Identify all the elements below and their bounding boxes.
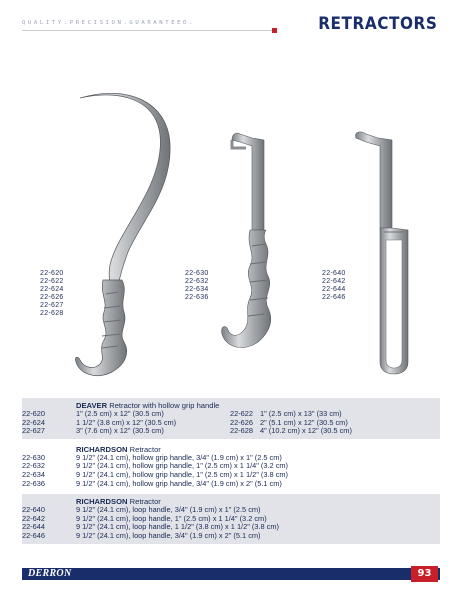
page-number: 93 <box>411 566 438 582</box>
catalog-code: 22-620 <box>22 409 46 418</box>
catalog-numbers-deaver <box>40 270 64 318</box>
size-description: 9 1/2" (24.1 cm), hollow grip handle, 3/4" (1.9 cm) x 2" (5.1 cm) <box>76 478 282 488</box>
catalog-code: 22-642 <box>22 513 46 523</box>
catalog-number: 22-624 <box>40 286 64 293</box>
catalog-number: 22-627 <box>40 302 64 309</box>
catalog-numbers-richardson-grip <box>185 270 209 302</box>
product-subtitle: Retractor with hollow grip handle <box>109 401 220 410</box>
catalog-number: 22-642 <box>322 278 346 285</box>
table-row <box>22 427 440 436</box>
product-subtitle: Retractor <box>129 444 161 454</box>
catalog-numbers-richardson-loop <box>322 270 346 302</box>
footer-bar <box>22 568 440 580</box>
catalog-code: 22-628 <box>230 426 254 436</box>
size-description: 1 1/2" (3.8 cm) x 12" (30.5 cm) <box>76 417 177 427</box>
catalog-number: 22-644 <box>322 286 346 293</box>
richardson-grip-retractor-image <box>222 133 271 347</box>
product-name: DEAVER <box>76 401 108 410</box>
catalog-number: 22-646 <box>322 294 346 301</box>
size-description: 9 1/2" (24.1 cm), loop handle, 1 1/2" (3.8 cm) x 1 1/2" (3.8 cm) <box>76 522 279 532</box>
catalog-code: 22-630 <box>22 452 46 462</box>
catalog-code: 22-624 <box>22 417 46 427</box>
size-description: 9 1/2" (24.1 cm), hollow grip handle, 1" (2.5 cm) x 1 1/2" (3.8 cm) <box>76 469 289 479</box>
catalog-code: 22-622 <box>230 409 254 418</box>
catalog-number: 22-622 <box>40 278 64 285</box>
table-row <box>22 480 440 489</box>
spec-section-deaver <box>22 398 440 439</box>
header-rule <box>22 30 274 31</box>
size-description: 1" (2.5 cm) x 12" (30.5 cm) <box>76 409 164 418</box>
brand-logo: DERRON <box>28 568 72 579</box>
catalog-code: 22-626 <box>230 417 254 427</box>
size-description: 2" (5.1 cm) x 12" (30.5 cm) <box>260 417 348 427</box>
product-subtitle: Retractor <box>129 497 161 507</box>
size-description: 9 1/2" (24.1 cm), loop handle, 3/4" (1.9 cm) x 1" (2.5 cm) <box>76 505 261 515</box>
catalog-number: 22-632 <box>185 278 209 285</box>
catalog-code: 22-640 <box>22 505 46 515</box>
richardson-loop-retractor-image <box>356 132 408 374</box>
catalog-code: 22-634 <box>22 469 46 479</box>
table-row <box>22 532 440 541</box>
catalog-code: 22-644 <box>22 522 46 532</box>
product-name: RICHARDSON <box>76 497 128 507</box>
catalog-number: 22-628 <box>40 310 64 317</box>
catalog-code: 22-632 <box>22 461 46 471</box>
catalog-number: 22-636 <box>185 294 209 301</box>
catalog-code: 22-627 <box>22 426 46 436</box>
size-description: 4" (10.2 cm) x 12" (30.5 cm) <box>260 426 352 436</box>
page-title: RETRACTORS <box>317 14 437 34</box>
spec-section-richardson-loop <box>22 494 440 543</box>
size-description: 9 1/2" (24.1 cm), hollow grip handle, 3/4" (1.9 cm) x 1" (2.5 cm) <box>76 452 282 462</box>
size-description: 9 1/2" (24.1 cm), loop handle, 1" (2.5 cm) x 1 1/4" (3.2 cm) <box>76 513 267 523</box>
header-marker <box>272 28 277 33</box>
catalog-number: 22-640 <box>322 270 346 277</box>
catalog-number: 22-630 <box>185 270 209 277</box>
deaver-retractor-image <box>75 93 170 375</box>
catalog-code: 22-636 <box>22 478 46 488</box>
size-description: 1" (2.5 cm) x 13" (33 cm) <box>260 409 342 418</box>
size-description: 9 1/2" (24.1 cm), hollow grip handle, 1" (2.5 cm) x 1 1/4" (3.2 cm) <box>76 461 289 471</box>
catalog-code: 22-646 <box>22 530 46 540</box>
catalog-number: 22-620 <box>40 270 64 277</box>
product-illustrations <box>0 80 465 380</box>
tagline: QUALITY.PRECISION.GUARANTEED. <box>22 20 196 26</box>
catalog-number: 22-626 <box>40 294 64 301</box>
spec-table <box>22 398 440 547</box>
catalog-number: 22-634 <box>185 286 209 293</box>
product-name: RICHARDSON <box>76 444 128 454</box>
size-description: 9 1/2" (24.1 cm), loop handle, 3/4" (1.9 cm) x 2" (5.1 cm) <box>76 530 261 540</box>
spec-section-richardson-grip <box>22 442 440 491</box>
size-description: 3" (7.6 cm) x 12" (30.5 cm) <box>76 426 164 436</box>
